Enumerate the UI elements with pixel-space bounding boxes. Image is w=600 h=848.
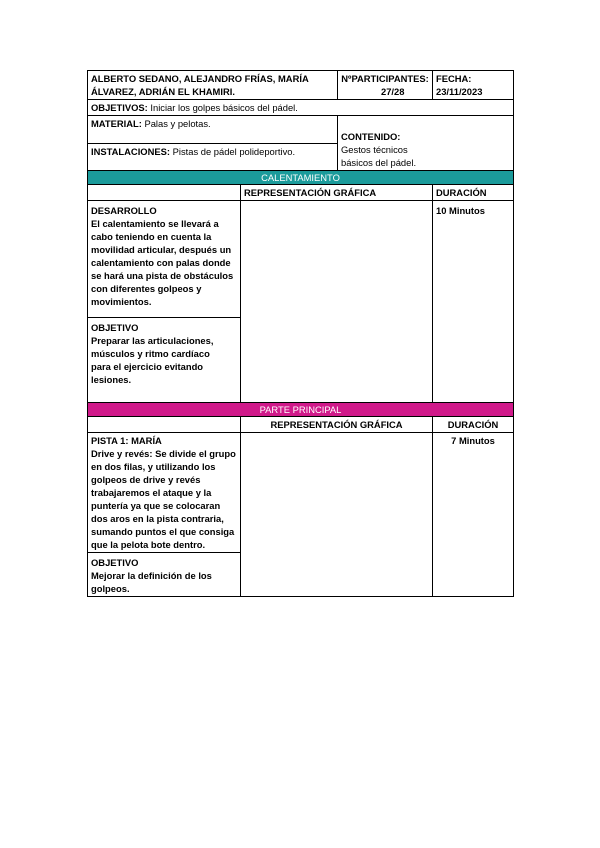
calentamiento-text-cell bbox=[88, 201, 241, 403]
calentamiento-col-duracion: DURACIÓN bbox=[433, 185, 514, 201]
principal-band: PARTE PRINCIPAL bbox=[88, 403, 514, 417]
principal-duracion-value: 7 Minutos bbox=[433, 433, 514, 597]
principal-header-empty bbox=[88, 417, 241, 433]
objetivos-row bbox=[88, 100, 514, 116]
material-value: Palas y pelotas. bbox=[144, 118, 211, 129]
calentamiento-duracion-value: 10 Minutos bbox=[433, 201, 514, 403]
desarrollo-text: El calentamiento se llevará a cabo teniendo en cuenta la movilidad articular, después un calentamiento con palas donde se hará una pista de obstáculos con diferentes golpeos y movimientos. bbox=[91, 218, 234, 307]
participants-value: 27/28 bbox=[381, 86, 405, 97]
date-value: 23/11/2023 bbox=[436, 86, 483, 97]
contenido-label: CONTENIDO: bbox=[341, 131, 401, 142]
date-label: FECHA: bbox=[436, 73, 472, 84]
authors-line-2: ÁLVAREZ, ADRIÁN EL KHAMIRI. bbox=[91, 86, 235, 97]
objetivos-cell bbox=[88, 100, 514, 116]
date-cell bbox=[433, 71, 514, 100]
principal-content-row bbox=[88, 433, 514, 597]
objetivos-label: OBJETIVOS: bbox=[91, 102, 148, 113]
calentamiento-band: CALENTAMIENTO bbox=[88, 171, 514, 185]
header-row bbox=[88, 71, 514, 100]
session-plan-table bbox=[87, 70, 514, 597]
objetivos-value: Iniciar los golpes básicos del pádel. bbox=[150, 102, 298, 113]
instalaciones-cell bbox=[88, 143, 338, 171]
principal-header-row bbox=[88, 417, 514, 433]
contenido-value-line-1: Gestos técnicos bbox=[341, 144, 408, 155]
authors-cell bbox=[88, 71, 338, 100]
contenido-value-line-2: básicos del pádel. bbox=[341, 157, 417, 168]
principal-representacion-area bbox=[241, 433, 433, 597]
calentamiento-header-empty bbox=[88, 185, 241, 201]
principal-objetivo-block bbox=[88, 552, 240, 595]
calentamiento-representacion-area bbox=[241, 201, 433, 403]
principal-band-row bbox=[88, 403, 514, 417]
instalaciones-label: INSTALACIONES: bbox=[91, 145, 170, 157]
calentamiento-header-row bbox=[88, 185, 514, 201]
material-label: MATERIAL: bbox=[91, 118, 142, 129]
participants-label: NºPARTICIPANTES: bbox=[341, 73, 429, 84]
calentamiento-band-row bbox=[88, 171, 514, 185]
participants-cell bbox=[338, 71, 433, 100]
calentamiento-objetivo-text: Preparar las articulaciones, músculos y ritmo cardíaco para el ejercicio evitando lesiones. bbox=[91, 335, 214, 385]
principal-objetivo-title: OBJETIVO bbox=[91, 557, 139, 568]
calentamiento-col-representacion: REPRESENTACIÓN GRÁFICA bbox=[241, 185, 433, 201]
material-cell bbox=[88, 116, 338, 144]
principal-col-duracion: DURACIÓN bbox=[433, 417, 514, 433]
pista-text: Drive y revés: Se divide el grupo en dos filas, y utilizando los golpeos de drive y revés trabajaremos el ataque y la puntería ya que se colocaran dos aros en la pista contraria, sumando puntos el que consiga que la pelota bote dentro. bbox=[91, 448, 236, 550]
calentamiento-content-row bbox=[88, 201, 514, 403]
authors-line-1: ALBERTO SEDANO, ALEJANDRO FRÍAS, MARÍA bbox=[91, 73, 309, 84]
desarrollo-title: DESARROLLO bbox=[91, 205, 157, 216]
principal-text-cell bbox=[88, 433, 241, 597]
calentamiento-objetivo-block bbox=[88, 317, 240, 386]
contenido-cell bbox=[338, 116, 514, 171]
instalaciones-value: Pistas de pádel polideportivo. bbox=[172, 145, 296, 157]
principal-col-representacion: REPRESENTACIÓN GRÁFICA bbox=[241, 417, 433, 433]
material-row bbox=[88, 116, 514, 144]
pista-title: PISTA 1: MARÍA bbox=[91, 435, 162, 446]
principal-objetivo-text: Mejorar la definición de los golpeos. bbox=[91, 570, 212, 594]
calentamiento-objetivo-title: OBJETIVO bbox=[91, 322, 139, 333]
